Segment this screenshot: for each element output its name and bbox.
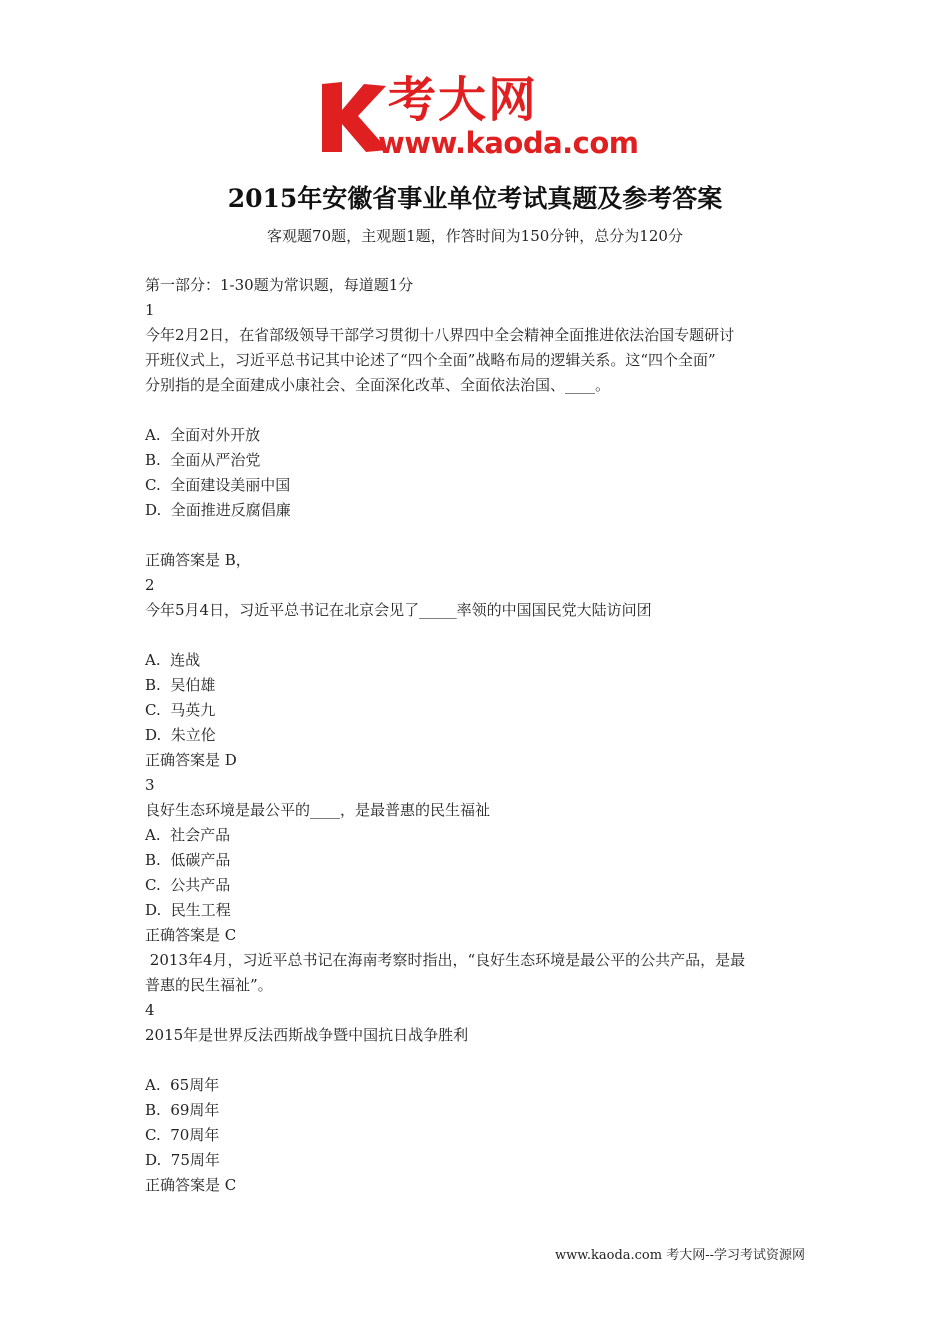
explanation-line: 普惠的民生福祉”。: [145, 976, 273, 994]
option-a: A. 65周年: [145, 1076, 220, 1094]
question-stem-line: 2015年是世界反法西斯战争暨中国抗日战争胜利: [145, 1026, 469, 1044]
option-a: A. 连战: [145, 651, 201, 669]
answer-line: 正确答案是 C: [145, 1176, 237, 1194]
option-d: D. 全面推进反腐倡廉: [145, 501, 291, 519]
section-heading: 第一部分：1-30题为常识题，每道题1分: [145, 276, 414, 294]
option-c: C. 全面建设美丽中国: [145, 476, 291, 494]
explanation-line: 2013年4月，习近平总书记在海南考察时指出，“良好生态环境是最公平的公共产品，是最: [145, 951, 746, 969]
logo-url: www.kaoda.com: [378, 126, 639, 160]
page-subtitle: 客观题70题，主观题1题，作答时间为150分钟，总分为120分: [267, 227, 683, 245]
answer-line: 正确答案是 B，: [145, 551, 251, 569]
option-c: C. 公共产品: [145, 876, 231, 894]
option-d: D. 朱立伦: [145, 726, 216, 744]
page-title: 2015年安徽省事业单位考试真题及参考答案: [227, 184, 723, 213]
option-d: D. 民生工程: [145, 901, 231, 919]
question-stem-line: 今年5月4日，习近平总书记在北京会见了_____率领的中国国民党大陆访问团: [145, 601, 652, 619]
question-stem-line: 今年2月2日，在省部级领导干部学习贯彻十八界四中全会精神全面推进依法治国专题研讨: [145, 326, 735, 344]
document-body: [145, 273, 815, 1198]
option-b: B. 吴伯雄: [145, 676, 216, 694]
option-a: A. 社会产品: [145, 826, 231, 844]
question-stem-line: 良好生态环境是最公平的____，是最普惠的民生福祉: [145, 801, 491, 819]
question-stem-line: 开班仪式上，习近平总书记其中论述了“四个全面”战略布局的逻辑关系。这“四个全面”: [145, 351, 716, 369]
option-a: A. 全面对外开放: [145, 426, 261, 444]
question-number: 2: [145, 576, 155, 594]
option-c: C. 70周年: [145, 1126, 220, 1144]
kaoda-logo: [318, 74, 640, 160]
question-number: 3: [145, 776, 155, 794]
spacer: [145, 623, 815, 648]
option-d: D. 75周年: [145, 1151, 220, 1169]
spacer: [145, 1048, 815, 1073]
question-stem-line: 分别指的是全面建成小康社会、全面深化改革、全面依法治国、____。: [145, 376, 611, 394]
spacer: [145, 523, 815, 548]
answer-line: 正确答案是 D: [145, 751, 237, 769]
option-b: B. 低碳产品: [145, 851, 231, 869]
option-b: B. 69周年: [145, 1101, 220, 1119]
page-footer: www.kaoda.com 考大网--学习考试资源网: [555, 1248, 805, 1263]
logo-name: 考大网: [388, 72, 539, 128]
answer-line: 正确答案是 C: [145, 926, 237, 944]
option-b: B. 全面从严治党: [145, 451, 261, 469]
question-number: 4: [145, 1001, 155, 1019]
question-number: 1: [145, 301, 155, 319]
option-c: C. 马英九: [145, 701, 216, 719]
spacer: [145, 398, 815, 423]
